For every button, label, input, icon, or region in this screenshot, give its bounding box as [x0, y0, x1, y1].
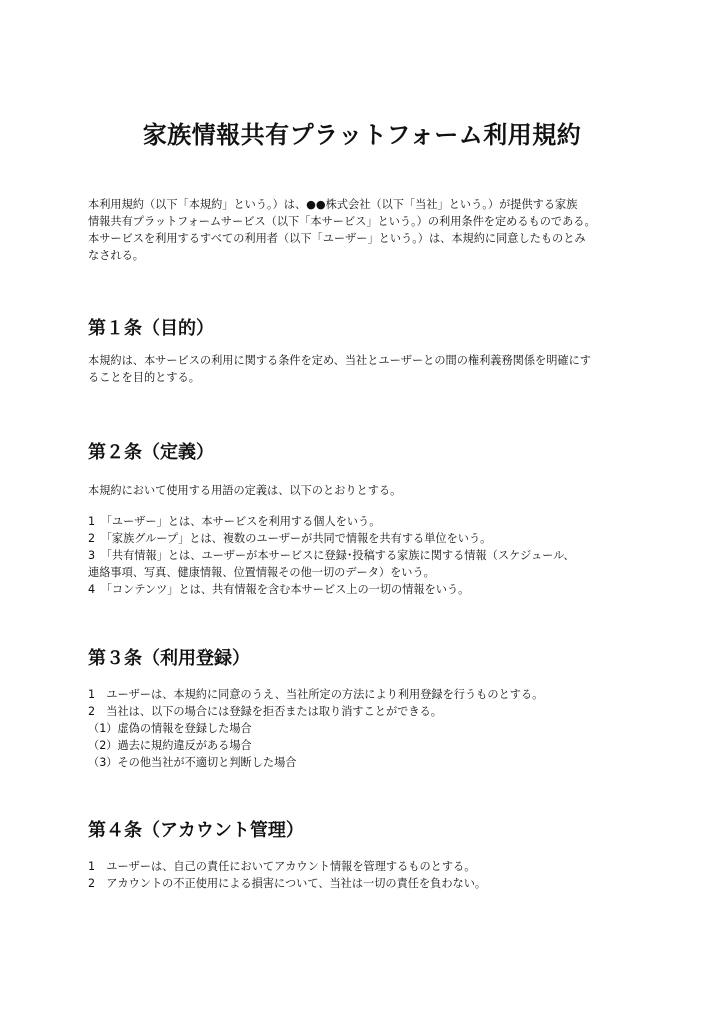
intro-line: 本サービスを利用するすべての利用者（以下「ユーザー」という。）は、本規約に同意したものとみ — [88, 232, 586, 245]
article-2-heading: 第２条（定義） — [88, 442, 214, 463]
article-line: 本規約は、本サービスの利用に関する条件を定め、当社とユーザーとの間の権利義務関係を明確にす — [88, 354, 591, 367]
article-line: （2）過去に規約違反がある場合 — [88, 739, 252, 752]
article-line: ることを目的とする。 — [88, 371, 200, 384]
article-4-heading: 第４条（アカウント管理） — [88, 820, 304, 841]
article-line: （3）その他当社が不適切と判断した場合 — [88, 756, 297, 769]
article-1-heading: 第１条（目的） — [88, 318, 214, 339]
article-line: 2 当社は、以下の場合には登録を拒否または取り消すことができる。 — [88, 705, 442, 718]
intro-line: なされる。 — [88, 249, 144, 262]
definition-item: 4 「コンテンツ」とは、共有情報を含む本サービス上の一切の情報をいう。 — [88, 583, 470, 596]
article-2-lead — [88, 482, 648, 499]
definition-item: 2 「家族グループ」とは、複数のユーザーが共同で情報を共有する単位をいう。 — [88, 532, 492, 545]
article-3-heading: 第３条（利用登録） — [88, 648, 250, 669]
definition-item: 連絡事項、写真、健康情報、位置情報その他一切のデータ）をいう。 — [88, 566, 435, 579]
article-line: 1 ユーザーは、自己の責任においてアカウント情報を管理するものとする。 — [88, 860, 476, 873]
definition-item: 3 「共有情報」とは、ユーザーが本サービスに登録･投稿する家族に関する情報（スケジュール、 — [88, 549, 575, 562]
article-1-body — [88, 352, 648, 386]
intro-line: 情報共有プラットフォームサービス（以下「本サービス」という。）の利用条件を定めるものである。 — [88, 215, 596, 228]
article-line: 1 ユーザーは、本規約に同意のうえ、当社所定の方法により利用登録を行うものとする。 — [88, 688, 544, 701]
document-title: 家族情報共有プラットフォーム利用規約 — [142, 121, 582, 149]
article-lead-line: 本規約において使用する用語の定義は、以下のとおりとする。 — [88, 484, 402, 497]
article-3-body — [88, 686, 648, 771]
article-4-body — [88, 858, 648, 892]
definition-item: 1 「ユーザー」とは、本サービスを利用する個人をいう。 — [88, 515, 381, 528]
article-2-definitions — [88, 513, 648, 598]
article-line: 2 アカウントの不正使用による損害について、当社は一切の責任を負わない。 — [88, 877, 487, 890]
article-line: （1）虚偽の情報を登録した場合 — [88, 722, 252, 735]
intro-line: 本利用規約（以下「本規約」という。）は、●●株式会社（以下「当社」という。）が提供する家族 — [88, 198, 578, 211]
intro-paragraph — [88, 196, 648, 264]
